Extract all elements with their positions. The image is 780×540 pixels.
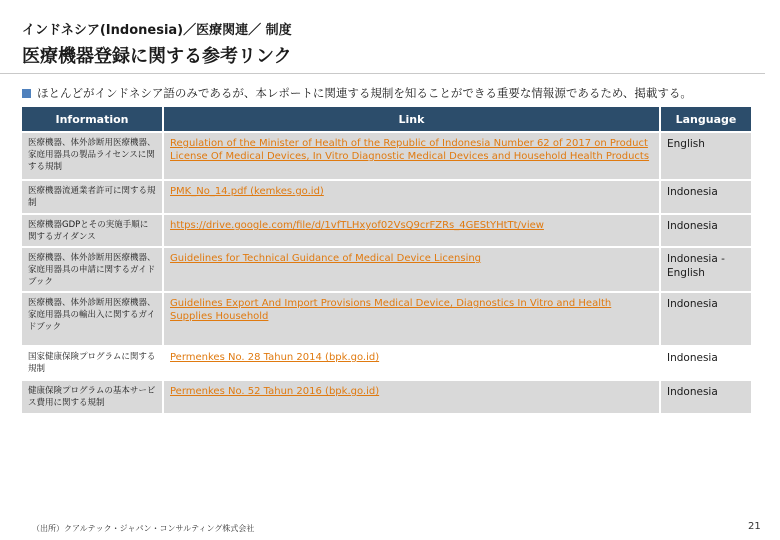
table-row: [22, 292, 751, 346]
reference-link[interactable]: PMK_No_14.pdf (kemkes.go.id): [170, 186, 324, 197]
reference-link[interactable]: Permenkes No. 28 Tahun 2014 (bpk.go.id): [170, 352, 380, 363]
info-cell: 医療機器、体外診断用医療機器、家庭用器具の製品ライセンスに関する規制: [22, 132, 163, 180]
source-note: （出所）クアルテック・ジャパン・コンサルティング株式会社: [32, 524, 255, 533]
table-row: [22, 132, 751, 180]
page-title: 医療機器登録に関する参考リンク: [22, 46, 292, 67]
column-header-link: Link: [163, 107, 660, 132]
info-cell: 国家健康保険プログラムに関する規制: [22, 346, 163, 380]
reference-links-table: [22, 107, 751, 413]
section-breadcrumb: インドネシア(Indonesia)／医療関連／ 制度: [22, 23, 292, 38]
table-row: [22, 180, 751, 214]
bullet-square-icon: [22, 89, 31, 98]
info-cell: 医療機器、体外診断用医療機器、家庭用器具の申請に関するガイドブック: [22, 247, 163, 292]
language-cell: Indonesia: [660, 180, 751, 214]
reference-link[interactable]: Permenkes No. 52 Tahun 2016 (bpk.go.id): [170, 386, 380, 397]
language-cell: Indonesia: [660, 380, 751, 413]
table-row: [22, 380, 751, 413]
table-row: [22, 214, 751, 247]
language-cell: English: [660, 132, 751, 180]
reference-link[interactable]: Guidelines Export And Import Provisions Medical Device, Diagnostics In Vitro and Health Supplies Household: [170, 298, 612, 322]
reference-link[interactable]: Regulation of the Minister of Health of the Republic of Indonesia Number 62 of 2017 on Product License Of Medical Devices, In Vitro Diagnostic Medical Devices and Household Health Products: [170, 138, 650, 162]
intro-text: ほとんどがインドネシア語のみであるが、本レポートに関連する規制を知ることができる重要な情報源であるため、掲載する。: [37, 86, 692, 100]
page-number: 21: [748, 521, 761, 532]
table-row: [22, 247, 751, 292]
title-divider: [0, 73, 765, 74]
info-cell: 医療機器GDPとその実施手順に関するガイダンス: [22, 214, 163, 247]
table-row: [22, 346, 751, 380]
reference-link[interactable]: Guidelines for Technical Guidance of Medical Device Licensing: [170, 253, 482, 264]
table-header-row: [22, 107, 751, 132]
language-cell: Indonesia: [660, 346, 751, 380]
info-cell: 健康保険プログラムの基本サービス費用に関する規制: [22, 380, 163, 413]
info-cell: 医療機器、体外診断用医療機器、家庭用器具の輸出入に関するガイドブック: [22, 292, 163, 346]
intro-bullet: [22, 85, 692, 101]
info-cell: 医療機器流通業者許可に関する規制: [22, 180, 163, 214]
language-cell: Indonesia: [660, 292, 751, 346]
reference-link[interactable]: https://drive.google.com/file/d/1vfTLHxyof02VsQ9crFZRs_4GEStYHtTt/view: [170, 220, 544, 231]
language-cell: Indonesia: [660, 214, 751, 247]
column-header-information: Information: [22, 107, 163, 132]
column-header-language: Language: [660, 107, 751, 132]
language-cell: Indonesia - English: [660, 247, 751, 292]
